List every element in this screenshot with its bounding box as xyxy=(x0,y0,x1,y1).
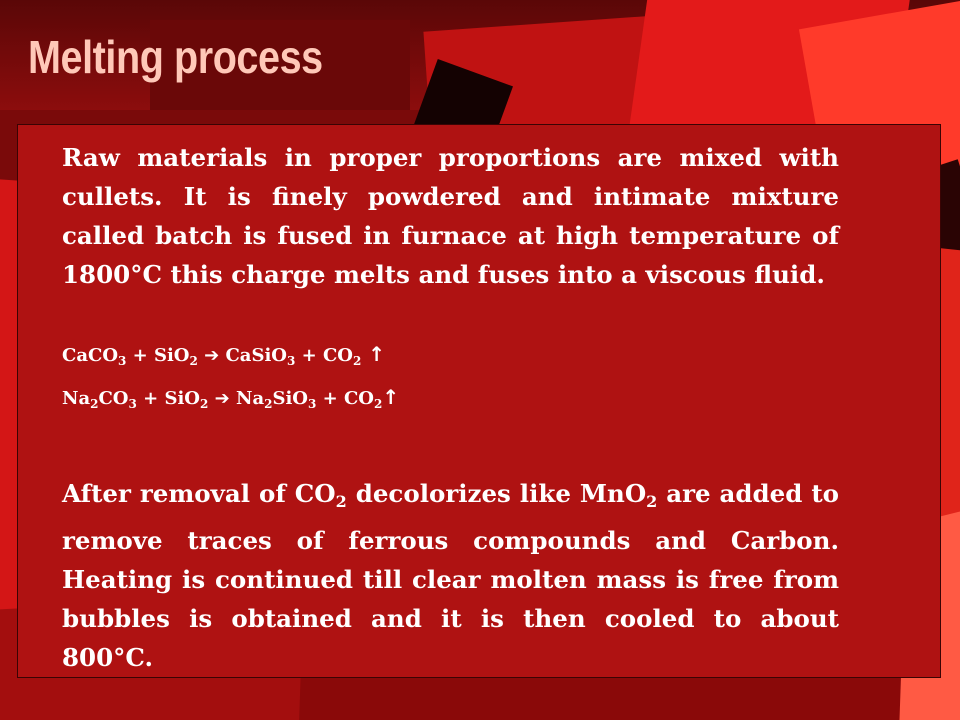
slide-title: Melting process xyxy=(28,31,323,83)
right-arrow-icon: ➔ xyxy=(197,345,226,366)
equations xyxy=(62,336,839,422)
slide-content xyxy=(62,138,839,677)
paragraph-intro: Raw materials in proper proportions are mixed with cullets. It is finely powdered and intimate mixture called batch is fused in furnace at high temperature of 1800°C this charge melts and fuses into a viscous fluid. xyxy=(62,143,839,289)
paragraph-decolorizing: After removal of $CO_2$ decolorizes like MnO$_2$ are added to remove traces of ferrous compounds and Carbon. Heating is continued till clear molten mass is free from bubbles is obtained and it is then cooled to about 800°C. xyxy=(62,479,839,672)
up-arrow-icon: ↑ xyxy=(382,385,400,409)
right-arrow-icon: ➔ xyxy=(208,388,236,409)
up-arrow-icon: ↑ xyxy=(361,342,386,366)
equation-sodium: $Na_2CO_3 + SiO_2$ ➔ $Na_2SiO_3$ + $CO_2↑$ xyxy=(62,385,400,411)
equation-calcium: CaCO$_3$ + SiO$_2$ ➔ CaSiO$_3$ + $CO_2$ ↑ xyxy=(62,342,386,368)
